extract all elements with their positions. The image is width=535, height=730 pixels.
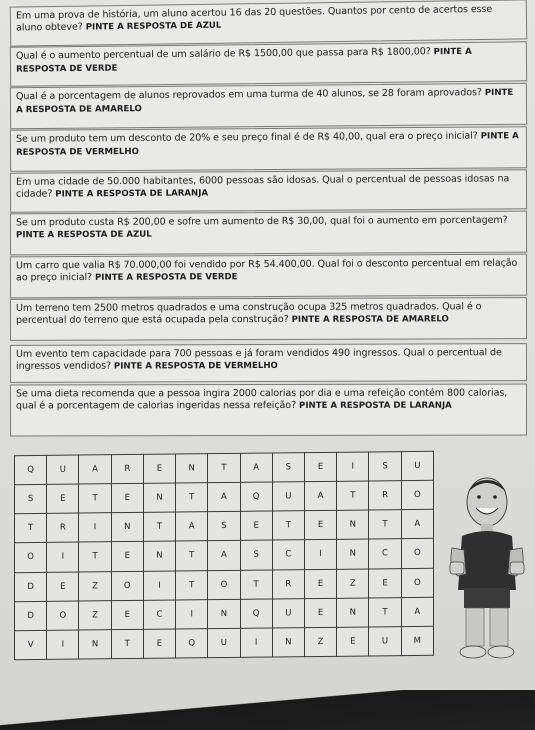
question-10 (16, 388, 521, 413)
grid-cell[interactable]: N (143, 483, 175, 512)
grid-cell[interactable]: U (272, 482, 304, 511)
grid-row (15, 539, 434, 573)
grid-cell[interactable]: T (176, 541, 208, 570)
grid-cell[interactable]: O (401, 480, 433, 509)
photo-shadow (0, 690, 535, 730)
question-2-text: Qual é o aumento percentual de um salário de R$ 1500,00 que passa para R$ 1800,00? (15, 46, 431, 62)
grid-cell[interactable]: R (47, 513, 79, 542)
question-4-text: Se um produto tem um desconto de 20% e seu preço final é de R$ 40,00, qual era o preço inicial? (15, 130, 478, 145)
grid-cell[interactable]: T (240, 570, 272, 599)
question-9-text: Um evento tem capacidade para 700 pessoas e já foram vendidos 490 ingressos. Qual o percentual de ingressos vendidos? (15, 347, 502, 372)
grid-cell[interactable]: I (47, 630, 79, 659)
grid-cell[interactable]: E (304, 569, 336, 598)
question-7-instruction: PINTE A RESPOSTA DE VERDE (94, 271, 238, 283)
grid-cell[interactable]: N (337, 539, 369, 568)
grid-cell[interactable]: E (143, 454, 175, 483)
grid-cell[interactable]: E (111, 483, 143, 512)
grid-cell[interactable]: T (111, 629, 143, 658)
question-6 (16, 215, 521, 242)
grid-cell[interactable]: R (272, 569, 304, 598)
grid-cell[interactable]: C (369, 539, 401, 568)
question-5 (16, 173, 521, 201)
grid-cell[interactable]: A (208, 541, 240, 570)
grid-cell[interactable]: N (337, 510, 369, 539)
grid-cell[interactable]: N (79, 630, 111, 659)
grid-cell[interactable]: O (15, 543, 47, 572)
grid-cell[interactable]: O (401, 568, 433, 597)
grid-cell[interactable]: I (337, 452, 369, 481)
question-9 (16, 347, 521, 373)
grid-cell[interactable]: E (111, 542, 143, 571)
grid-row (15, 480, 434, 514)
question-3-text: Qual é a porcentagem de alunos reprovados em uma turma de 40 alunos, se 28 foram aprovados? (15, 87, 482, 103)
grid-cell[interactable]: O (111, 571, 143, 600)
grid-cell[interactable]: V (15, 630, 47, 659)
letter-grid (14, 451, 434, 660)
grid-cell[interactable]: E (369, 568, 401, 597)
grid-cell[interactable]: A (176, 512, 208, 541)
grid-cell[interactable]: Q (15, 455, 47, 484)
grid-cell[interactable]: I (47, 542, 79, 571)
grid-cell[interactable]: Z (337, 569, 369, 598)
grid-cell[interactable]: M (401, 626, 433, 655)
grid-cell[interactable]: O (208, 570, 240, 599)
grid-cell[interactable]: I (143, 571, 175, 600)
grid-cell[interactable]: T (369, 597, 401, 626)
question-2-instruction: PINTE A RESPOSTA DE VERDE (16, 46, 472, 75)
grid-cell[interactable]: A (79, 455, 111, 484)
grid-cell[interactable]: O (47, 601, 79, 630)
grid-cell[interactable]: A (240, 453, 272, 482)
question-7 (16, 258, 521, 285)
grid-cell[interactable]: R (111, 454, 143, 483)
grid-cell[interactable]: N (111, 513, 143, 542)
grid-cell[interactable]: N (143, 541, 175, 570)
grid-cell[interactable]: Q (176, 629, 208, 658)
grid-cell[interactable]: E (304, 452, 336, 481)
question-6-text: Se um produto custa R$ 200,00 e sofre um aumento de R$ 30,00, qual foi o aumento em porcentagem? (15, 214, 508, 229)
grid-cell[interactable]: O (401, 539, 433, 568)
grid-cell[interactable]: E (240, 511, 272, 540)
grid-cell[interactable]: U (369, 626, 401, 655)
grid-cell[interactable]: U (272, 598, 304, 627)
grid-cell[interactable]: U (208, 628, 240, 657)
question-1-instruction: PINTE A RESPOSTA DE AZUL (85, 20, 222, 33)
grid-cell[interactable]: I (79, 513, 111, 542)
grid-row (15, 626, 434, 660)
question-2 (16, 45, 521, 75)
grid-cell[interactable]: E (111, 600, 143, 629)
grid-cell[interactable]: A (304, 481, 336, 510)
grid-cell[interactable]: N (337, 598, 369, 627)
grid-cell[interactable]: S (272, 453, 304, 482)
grid-cell[interactable]: D (15, 572, 47, 601)
question-1-text: Em uma prova de história, um aluno acertou 16 das 20 questões. Quantos por cento de acertos esse aluno obteve? (15, 3, 493, 34)
grid-cell[interactable]: E (304, 598, 336, 627)
question-9-instruction: PINTE A RESPOSTA DE VERMELHO (113, 360, 278, 372)
grid-row (15, 451, 434, 485)
grid-cell[interactable]: U (47, 455, 79, 484)
grid-cell[interactable]: T (143, 512, 175, 541)
question-6-instruction: PINTE A RESPOSTA DE AZUL (16, 229, 152, 240)
grid-cell[interactable]: E (143, 629, 175, 658)
grid-cell[interactable]: E (337, 627, 369, 656)
question-10-text: Se uma dieta recomenda que a pessoa ingira 2000 calorias por dia e uma refeição contém 800 calorias, qual é a porcentagem de calorias ingeridas nessa refeição? (15, 387, 508, 412)
question-5-instruction: PINTE A RESPOSTA DE LARANJA (55, 188, 209, 200)
grid-cell[interactable]: T (79, 484, 111, 513)
grid-cell[interactable]: T (272, 511, 304, 540)
grid-cell[interactable]: N (176, 454, 208, 483)
grid-cell[interactable]: T (176, 570, 208, 599)
question-8-instruction: PINTE A RESPOSTA DE AMARELO (291, 313, 449, 325)
grid-cell[interactable]: Z (79, 600, 111, 629)
grid-row (15, 568, 434, 602)
grid-cell[interactable]: T (208, 453, 240, 482)
grid-cell[interactable]: N (208, 599, 240, 628)
grid-cell[interactable]: S (240, 540, 272, 569)
question-3-instruction: PINTE A RESPOSTA DE AMARELO (16, 87, 514, 115)
grid-cell[interactable]: I (240, 628, 272, 657)
question-5-text: Em uma cidade de 50.000 habitantes, 6000 pessoas são idosas. Qual o percentual de pessoas idosas na cidade? (15, 173, 510, 200)
grid-cell[interactable]: C (272, 540, 304, 569)
grid-row (15, 510, 434, 544)
grid-cell[interactable]: Q (240, 482, 272, 511)
grid-cell[interactable]: Z (79, 571, 111, 600)
grid-cell[interactable]: S (369, 452, 401, 481)
grid-cell[interactable]: T (337, 481, 369, 510)
grid-cell[interactable]: C (143, 600, 175, 629)
grid-cell[interactable]: I (176, 599, 208, 628)
grid-cell[interactable]: A (208, 482, 240, 511)
grid-cell[interactable]: E (47, 572, 79, 601)
smiling-boy-thumbs-up-icon (448, 470, 526, 660)
question-10-instruction: PINTE A RESPOSTA DE LARANJA (299, 400, 452, 411)
question-3 (16, 87, 521, 117)
grid-cell[interactable]: T (79, 542, 111, 571)
grid-cell[interactable]: D (15, 601, 47, 630)
grid-cell[interactable]: U (401, 451, 433, 480)
grid-row (15, 597, 434, 631)
grid-cell[interactable]: S (15, 484, 47, 513)
grid-cell[interactable]: R (369, 481, 401, 510)
grid-cell[interactable]: I (304, 540, 336, 569)
grid-cell[interactable]: A (401, 510, 433, 539)
question-4-instruction: PINTE A RESPOSTA DE VERMELHO (16, 131, 519, 158)
grid-cell[interactable]: Z (304, 627, 336, 656)
grid-cell[interactable]: S (208, 512, 240, 541)
grid-cell[interactable]: T (369, 510, 401, 539)
grid-cell[interactable]: T (176, 483, 208, 512)
question-8-text: Um terreno tem 2500 metros quadrados e uma construção ocupa 325 metros quadrados. Qual é o percentual do terreno que está ocupada pela construção? (15, 301, 482, 326)
grid-cell[interactable]: A (401, 597, 433, 626)
question-4 (16, 130, 521, 159)
grid-cell[interactable]: Q (240, 599, 272, 628)
grid-cell[interactable]: E (47, 484, 79, 513)
grid-cell[interactable]: N (272, 628, 304, 657)
grid-cell[interactable]: E (304, 511, 336, 540)
grid-cell[interactable]: T (15, 514, 47, 543)
question-7-text: Um carro que valia R$ 70.000,00 foi vendido por R$ 54.400,00. Qual foi o desconto percentual em relação ao preço inicial? (15, 257, 518, 283)
question-8 (16, 301, 521, 327)
